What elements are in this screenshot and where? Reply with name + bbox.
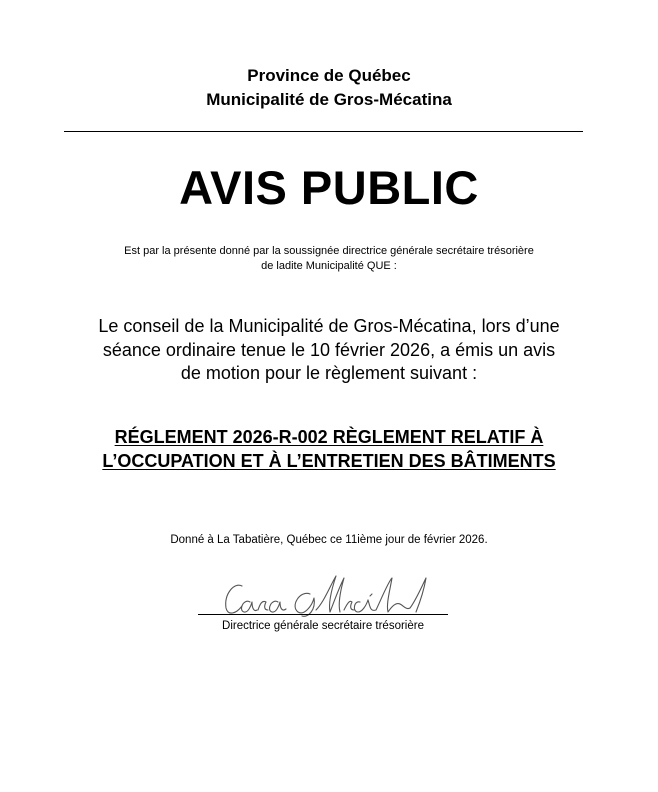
body-line-1: Le conseil de la Municipalité de Gros-Mécatina, lors d’une xyxy=(98,316,560,336)
document-title: AVIS PUBLIC xyxy=(179,161,479,214)
signature-line xyxy=(198,614,448,615)
body-line-2: séance ordinaire tenue le 10 février 2026, a émis un avis xyxy=(102,340,556,360)
given-at-statement: Donné à La Tabatière, Québec ce 11ième jour de février 2026. xyxy=(170,534,488,546)
header-separator xyxy=(64,131,583,132)
reglement-title-line-1: RÉGLEMENT 2026-R-002 RÈGLEMENT RELATIF À xyxy=(114,427,544,447)
intro-line-1: Est par la présente donné par la soussignée directrice générale secrétaire trésorière xyxy=(124,245,534,257)
body-line-3: de motion pour le règlement suivant : xyxy=(180,363,478,383)
intro-line-2: de ladite Municipalité QUE : xyxy=(261,260,397,272)
handwritten-signature-icon xyxy=(220,572,440,618)
header-municipality: Municipalité de Gros-Mécatina xyxy=(206,90,452,109)
reglement-title-line-2: L’OCCUPATION ET À L’ENTRETIEN DES BÂTIMENTS xyxy=(102,451,556,471)
signatory-title: Directrice générale secrétaire trésorière xyxy=(222,620,424,632)
header-province: Province de Québec xyxy=(247,66,411,85)
